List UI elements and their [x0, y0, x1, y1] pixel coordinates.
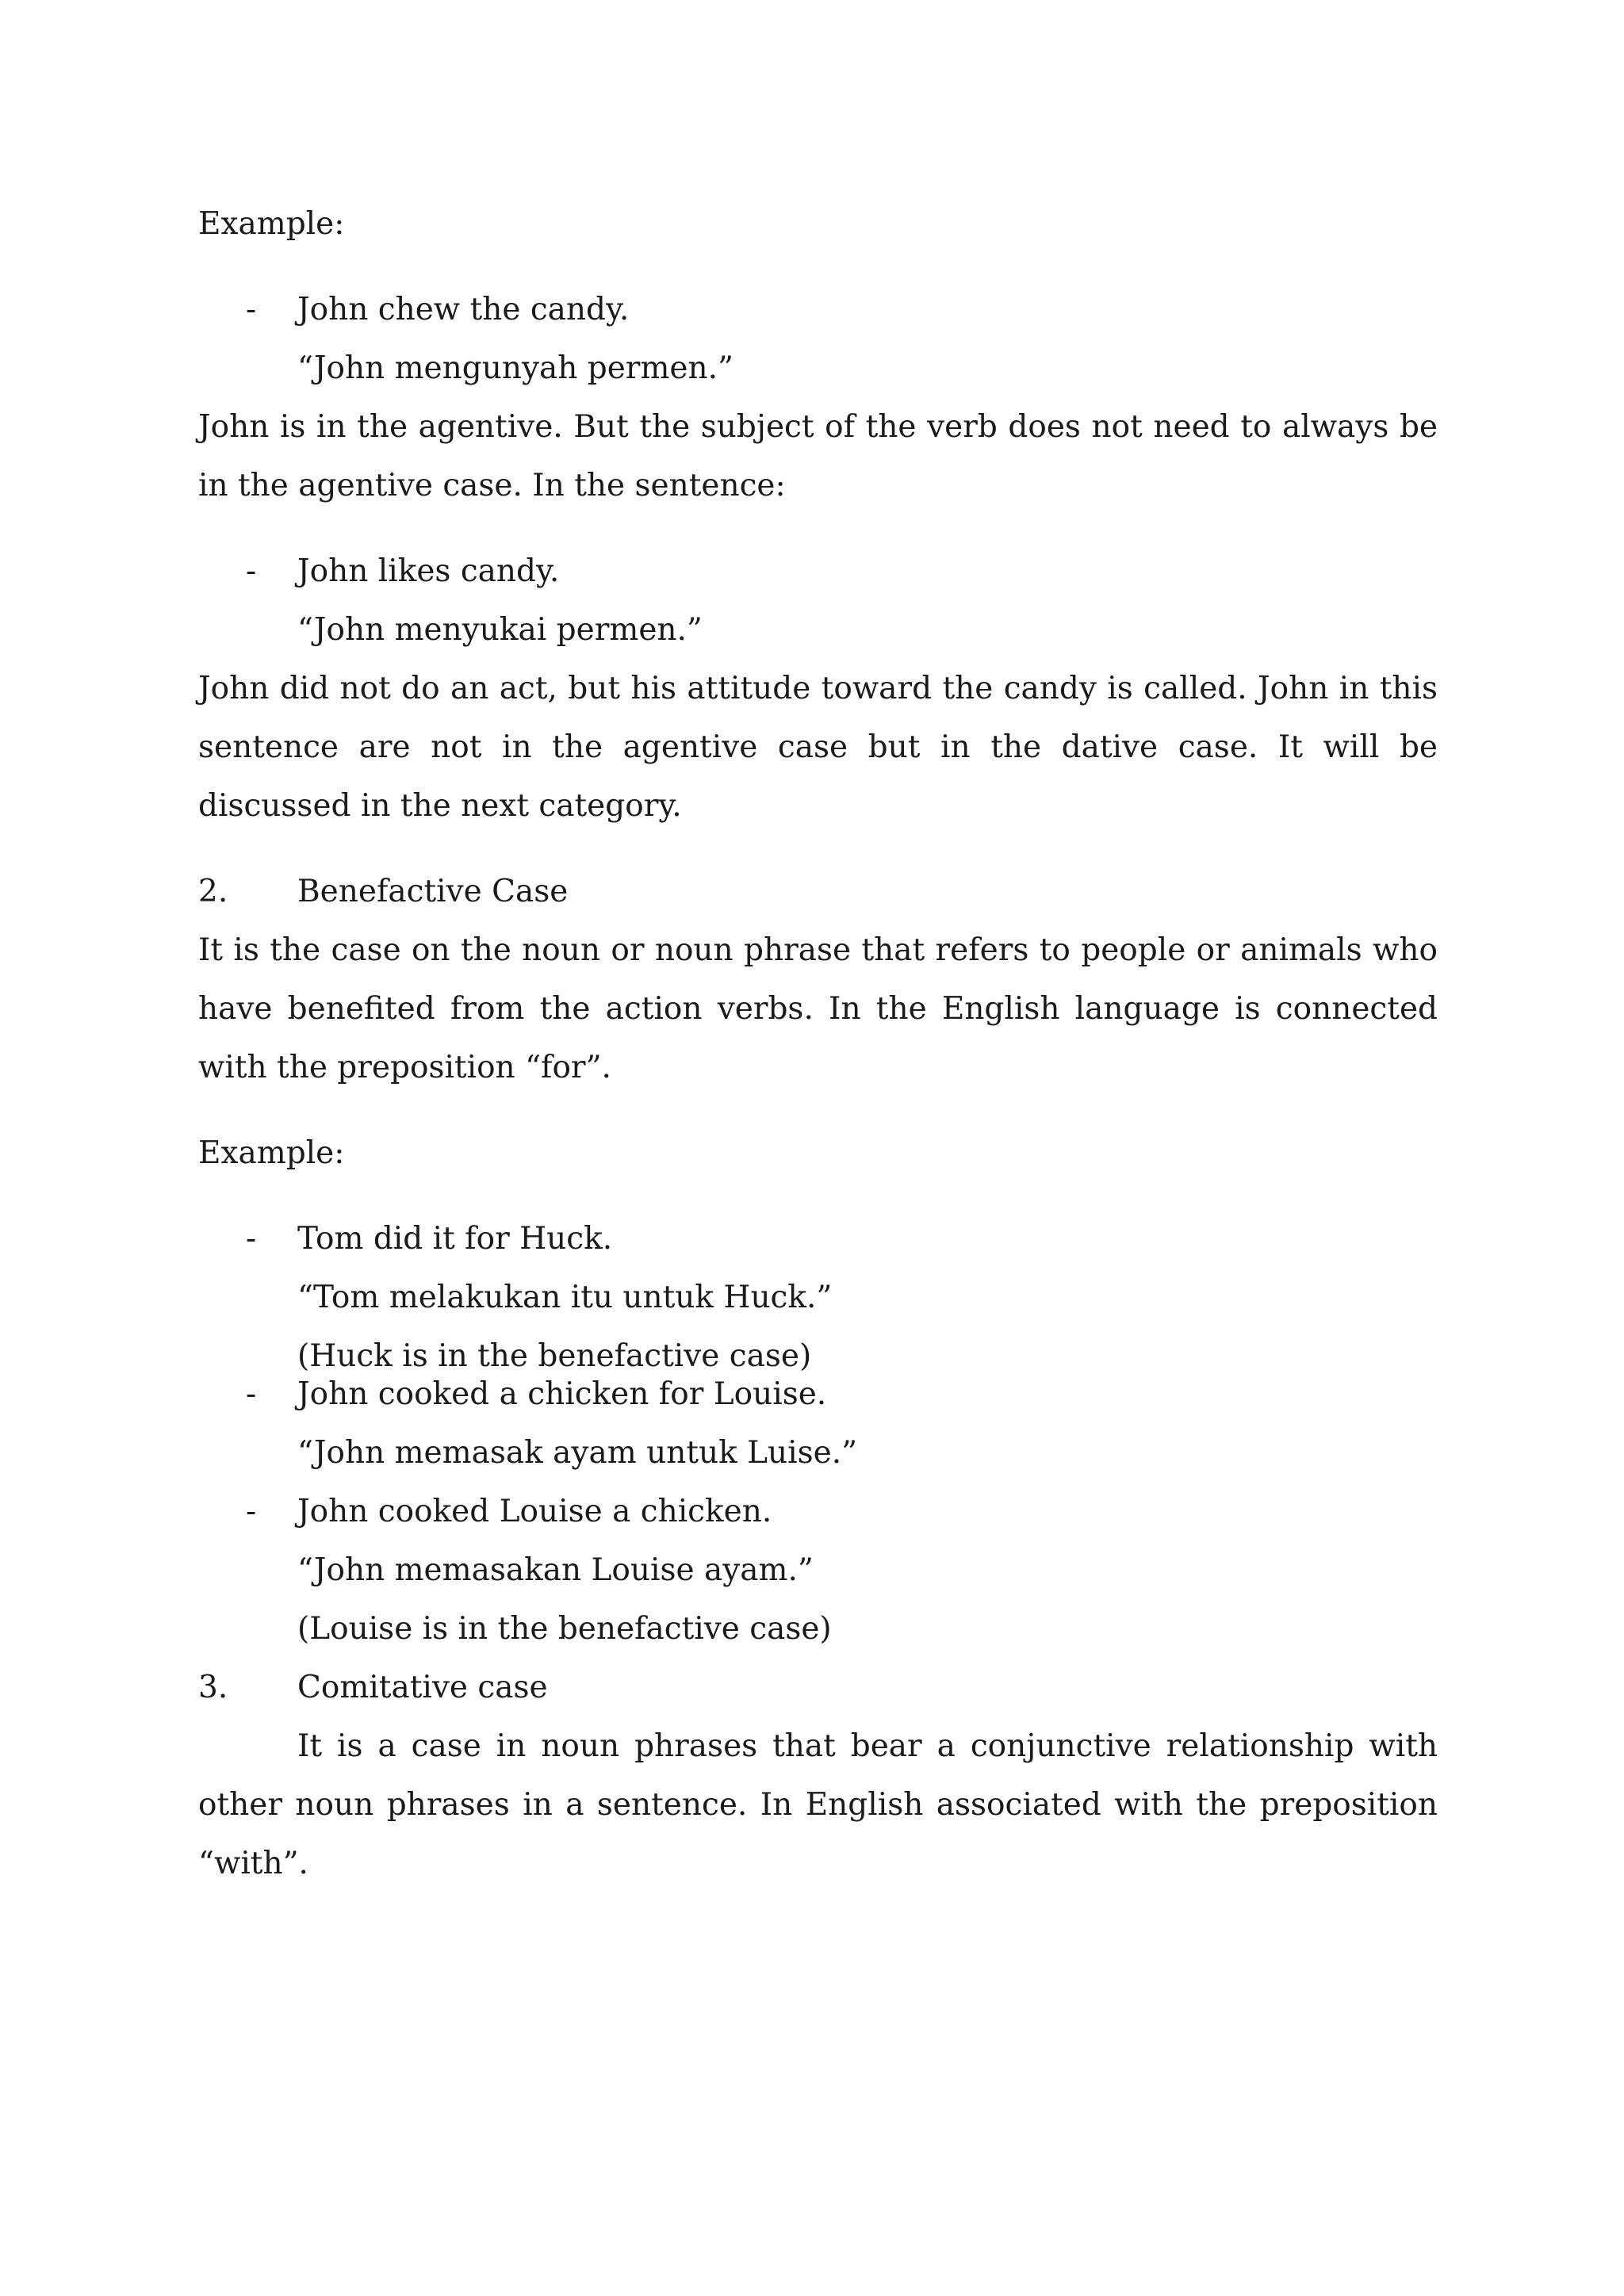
section-title: Benefactive Case [297, 874, 569, 909]
list-item [198, 1210, 1438, 1269]
paragraph: It is a case in noun phrases that bear a conjunctive relationship with other noun phrases in a sentence. In English associated with the preposition “with”. [198, 1728, 1438, 1881]
bullet-dash: - [246, 553, 257, 589]
example-sentence: John chew the candy. [297, 292, 630, 327]
list-item [198, 1365, 1438, 1424]
section-heading [198, 1659, 1438, 1717]
translation: “John memasak ayam untuk Luise.” [297, 1435, 858, 1471]
example-sentence: John cooked a chicken for Louise. [297, 1376, 827, 1412]
document-page [198, 195, 1438, 1893]
section-heading [198, 863, 1438, 921]
paragraph: It is the case on the noun or noun phrase that refers to people or animals who have benefited from the action verbs. In the English language is connected with the preposition “for”. [198, 932, 1438, 1085]
list-item [198, 281, 1438, 339]
bullet-dash: - [246, 292, 257, 327]
example-label: Example: [198, 1135, 345, 1171]
example-sentence: John cooked Louise a chicken. [297, 1494, 772, 1529]
example-sentence: Tom did it for Huck. [297, 1221, 613, 1257]
section-title: Comitative case [297, 1670, 548, 1705]
translation: “Tom melakukan itu untuk Huck.” [297, 1280, 833, 1315]
example-sentence: John likes candy. [297, 553, 560, 589]
note: (Huck is in the benefactive case) [297, 1338, 812, 1374]
paragraph: John did not do an act, but his attitude toward the candy is called. John in this sentence are not in the agentive case but in the dative case. It will be discussed in the next category. [198, 671, 1438, 824]
section-number: 3. [198, 1670, 228, 1705]
translation: “John mengunyah permen.” [297, 350, 733, 386]
section-number: 2. [198, 874, 228, 909]
translation: “John menyukai permen.” [297, 612, 703, 648]
list-item [198, 542, 1438, 601]
translation: “John memasakan Louise ayam.” [297, 1552, 814, 1588]
example-label: Example: [198, 206, 345, 242]
note: (Louise is in the benefactive case) [297, 1611, 832, 1647]
bullet-dash: - [246, 1494, 257, 1529]
list-item [198, 1483, 1438, 1541]
bullet-dash: - [246, 1376, 257, 1412]
paragraph: John is in the agentive. But the subject of the verb does not need to always be in the agentive case. In the sentence: [198, 409, 1438, 503]
bullet-dash: - [246, 1221, 257, 1257]
